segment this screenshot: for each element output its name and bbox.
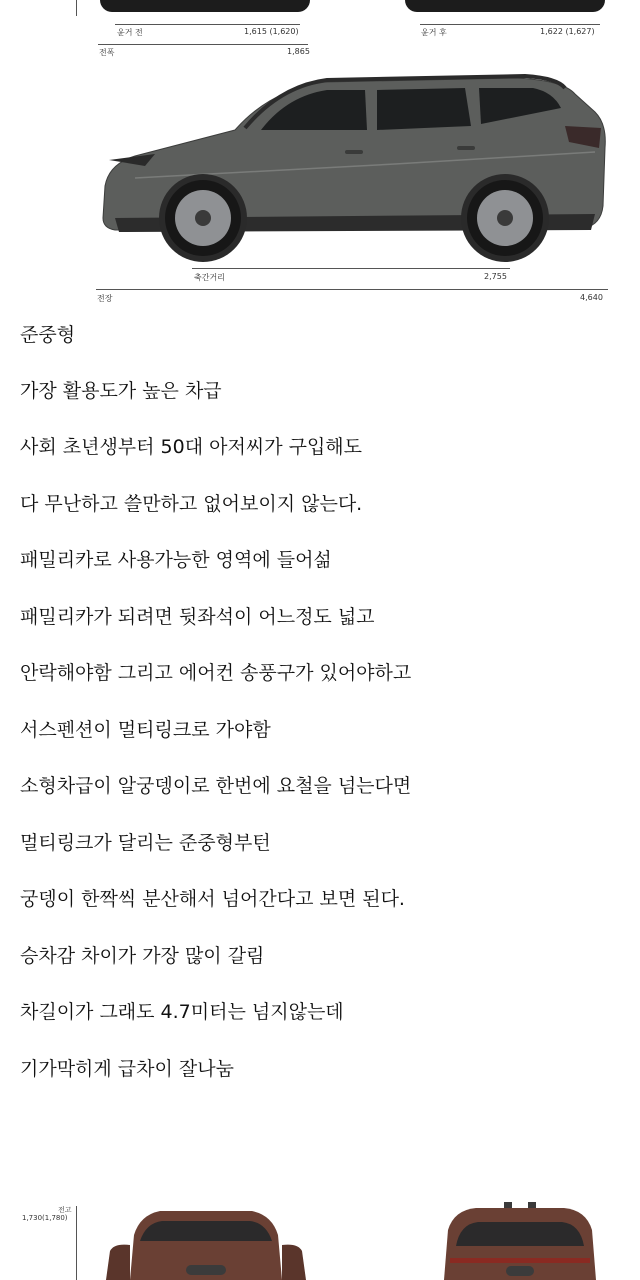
width-value: 1,865 (287, 47, 310, 56)
length-value: 4,640 (580, 293, 603, 302)
paragraph: 다 무난하고 쓸만하고 없어보이지 않는다. (20, 493, 363, 515)
paragraph: 안락해야함 그리고 에어컨 송풍구가 있어야하고 (20, 662, 412, 684)
paragraph: 멀티링크가 달리는 준중형부턴 (20, 832, 271, 854)
front-view-car-image (100, 1205, 312, 1280)
width-line (98, 44, 308, 45)
tread-rear-value: 1,622 (1,627) (540, 27, 595, 36)
paragraph: 궁뎅이 한짝씩 분산해서 넘어간다고 보면 된다. (20, 888, 405, 910)
length-label: 전장 (97, 294, 113, 303)
rear-view-car-image (420, 1200, 620, 1280)
paragraph: 서스펜션이 멀티링크로 가야함 (20, 719, 271, 741)
tread-front-line (115, 24, 300, 25)
height-line (76, 1206, 77, 1280)
length-line (96, 289, 608, 290)
height-value: 1,730(1,780) (22, 1214, 68, 1222)
tread-rear-label: 윤거 후 (421, 28, 447, 37)
paragraph: 패밀리카가 되려면 뒷좌석이 어느정도 넓고 (20, 606, 375, 628)
paragraph: 준중형 (20, 324, 76, 346)
tread-rear-line (420, 24, 600, 25)
rear-view-car-image (405, 0, 605, 12)
tread-front-label: 윤거 전 (117, 28, 143, 37)
paragraph: 패밀리카로 사용가능한 영역에 들어섦 (20, 549, 332, 571)
wheelbase-label: 축간거리 (194, 273, 225, 282)
wheelbase-line (192, 268, 510, 269)
front-view-car-image (100, 0, 310, 12)
height-label: 전고 (58, 1206, 72, 1214)
paragraph: 사회 초년생부터 50대 아저씨가 구입해도 (20, 436, 362, 458)
width-label: 전폭 (99, 48, 115, 57)
paragraph: 기가막히게 급차이 잘나눔 (20, 1058, 234, 1080)
paragraph: 차길이가 그래도 4.7미터는 넘지않는데 (20, 1001, 344, 1023)
tread-front-value: 1,615 (1,620) (244, 27, 299, 36)
wheelbase-value: 2,755 (484, 272, 507, 281)
paragraph: 소형차급이 알궁뎅이로 한번에 요철을 넘는다면 (20, 775, 412, 797)
side-view-car-image (95, 68, 610, 268)
paragraph: 승차감 차이가 가장 많이 갈림 (20, 945, 265, 967)
dimension-marker (76, 0, 77, 16)
paragraph: 가장 활용도가 높은 차급 (20, 380, 222, 402)
